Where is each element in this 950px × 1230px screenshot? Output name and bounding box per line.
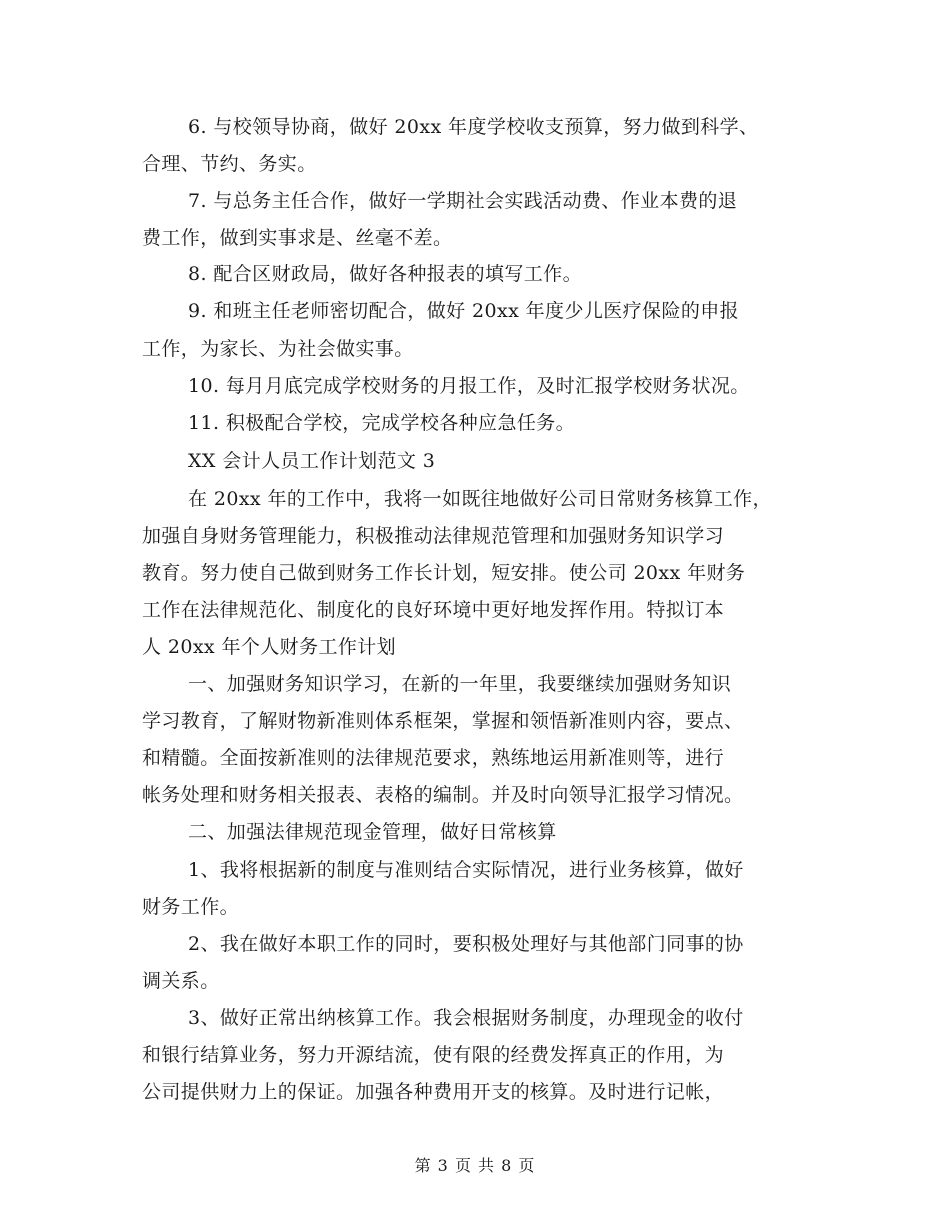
text-line: 8. 配合区财政局，做好各种报表的填写工作。: [188, 263, 582, 285]
text-line: 7. 与总务主任合作，做好一学期社会实践活动费、作业本费的退: [188, 190, 738, 212]
text-line: 和银行结算业务，努力开源结流，使有限的经费发挥真正的作用，为: [142, 1044, 725, 1066]
text-line: 10. 每月月底完成学校财务的月报工作，及时汇报学校财务状况。: [188, 375, 750, 397]
text-line: 公司提供财力上的保证。加强各种费用开支的核算。及时进行记帐，: [142, 1081, 725, 1103]
text-line: 合理、节约、务实。: [142, 153, 317, 175]
text-line: 1、我将根据新的制度与准则结合实际情况，进行业务核算，做好: [188, 859, 744, 881]
text-line: 和精髓。全面按新准则的法律规范要求，熟练地运用新准则等，进行: [142, 747, 725, 769]
text-line: 费工作，做到实事求是、丝毫不差。: [142, 227, 453, 249]
page-number-footer: 第 3 页 共 8 页: [414, 1156, 536, 1175]
text-line: 财务工作。: [142, 896, 240, 918]
text-line: 帐务处理和财务相关报表、表格的编制。并及时向领导汇报学习情况。: [142, 784, 744, 806]
section-heading: 二、加强法律规范现金管理，做好日常核算: [188, 821, 557, 843]
text-line: 3、做好正常出纳核算工作。我会根据财务制度，办理现金的收付: [188, 1007, 744, 1029]
text-line: 学习教育，了解财物新准则体系框架，掌握和领悟新准则内容，要点、: [142, 710, 744, 732]
text-line: 工作在法律规范化、制度化的良好环境中更好地发挥作用。特拟订本: [142, 599, 725, 621]
text-line: 调关系。: [142, 970, 220, 992]
text-line: 9. 和班主任老师密切配合，做好 20xx 年度少儿医疗保险的申报: [188, 300, 740, 322]
text-line: 一、加强财务知识学习，在新的一年里，我要继续加强财务知识: [188, 673, 732, 695]
text-line: 人 20xx 年个人财务工作计划: [142, 636, 397, 658]
text-line: 11. 积极配合学校，完成学校各种应急任务。: [188, 412, 576, 434]
text-line: 工作，为家长、为社会做实事。: [142, 338, 414, 360]
text-line: 教育。努力使自己做到财务工作长计划，短安排。使公司 20xx 年财务: [142, 562, 746, 584]
text-line: 6. 与校领导协商，做好 20xx 年度学校收支预算，努力做到科学、: [188, 116, 759, 138]
text-line: 2、我在做好本职工作的同时，要积极处理好与其他部门同事的协: [188, 933, 744, 955]
text-line: 加强自身财务管理能力，积极推动法律规范管理和加强财务知识学习: [142, 525, 725, 547]
text-line: 在 20xx 年的工作中，我将一如既往地做好公司日常财务核算工作，: [188, 488, 772, 510]
section-heading: XX 会计人员工作计划范文 3: [188, 450, 436, 472]
